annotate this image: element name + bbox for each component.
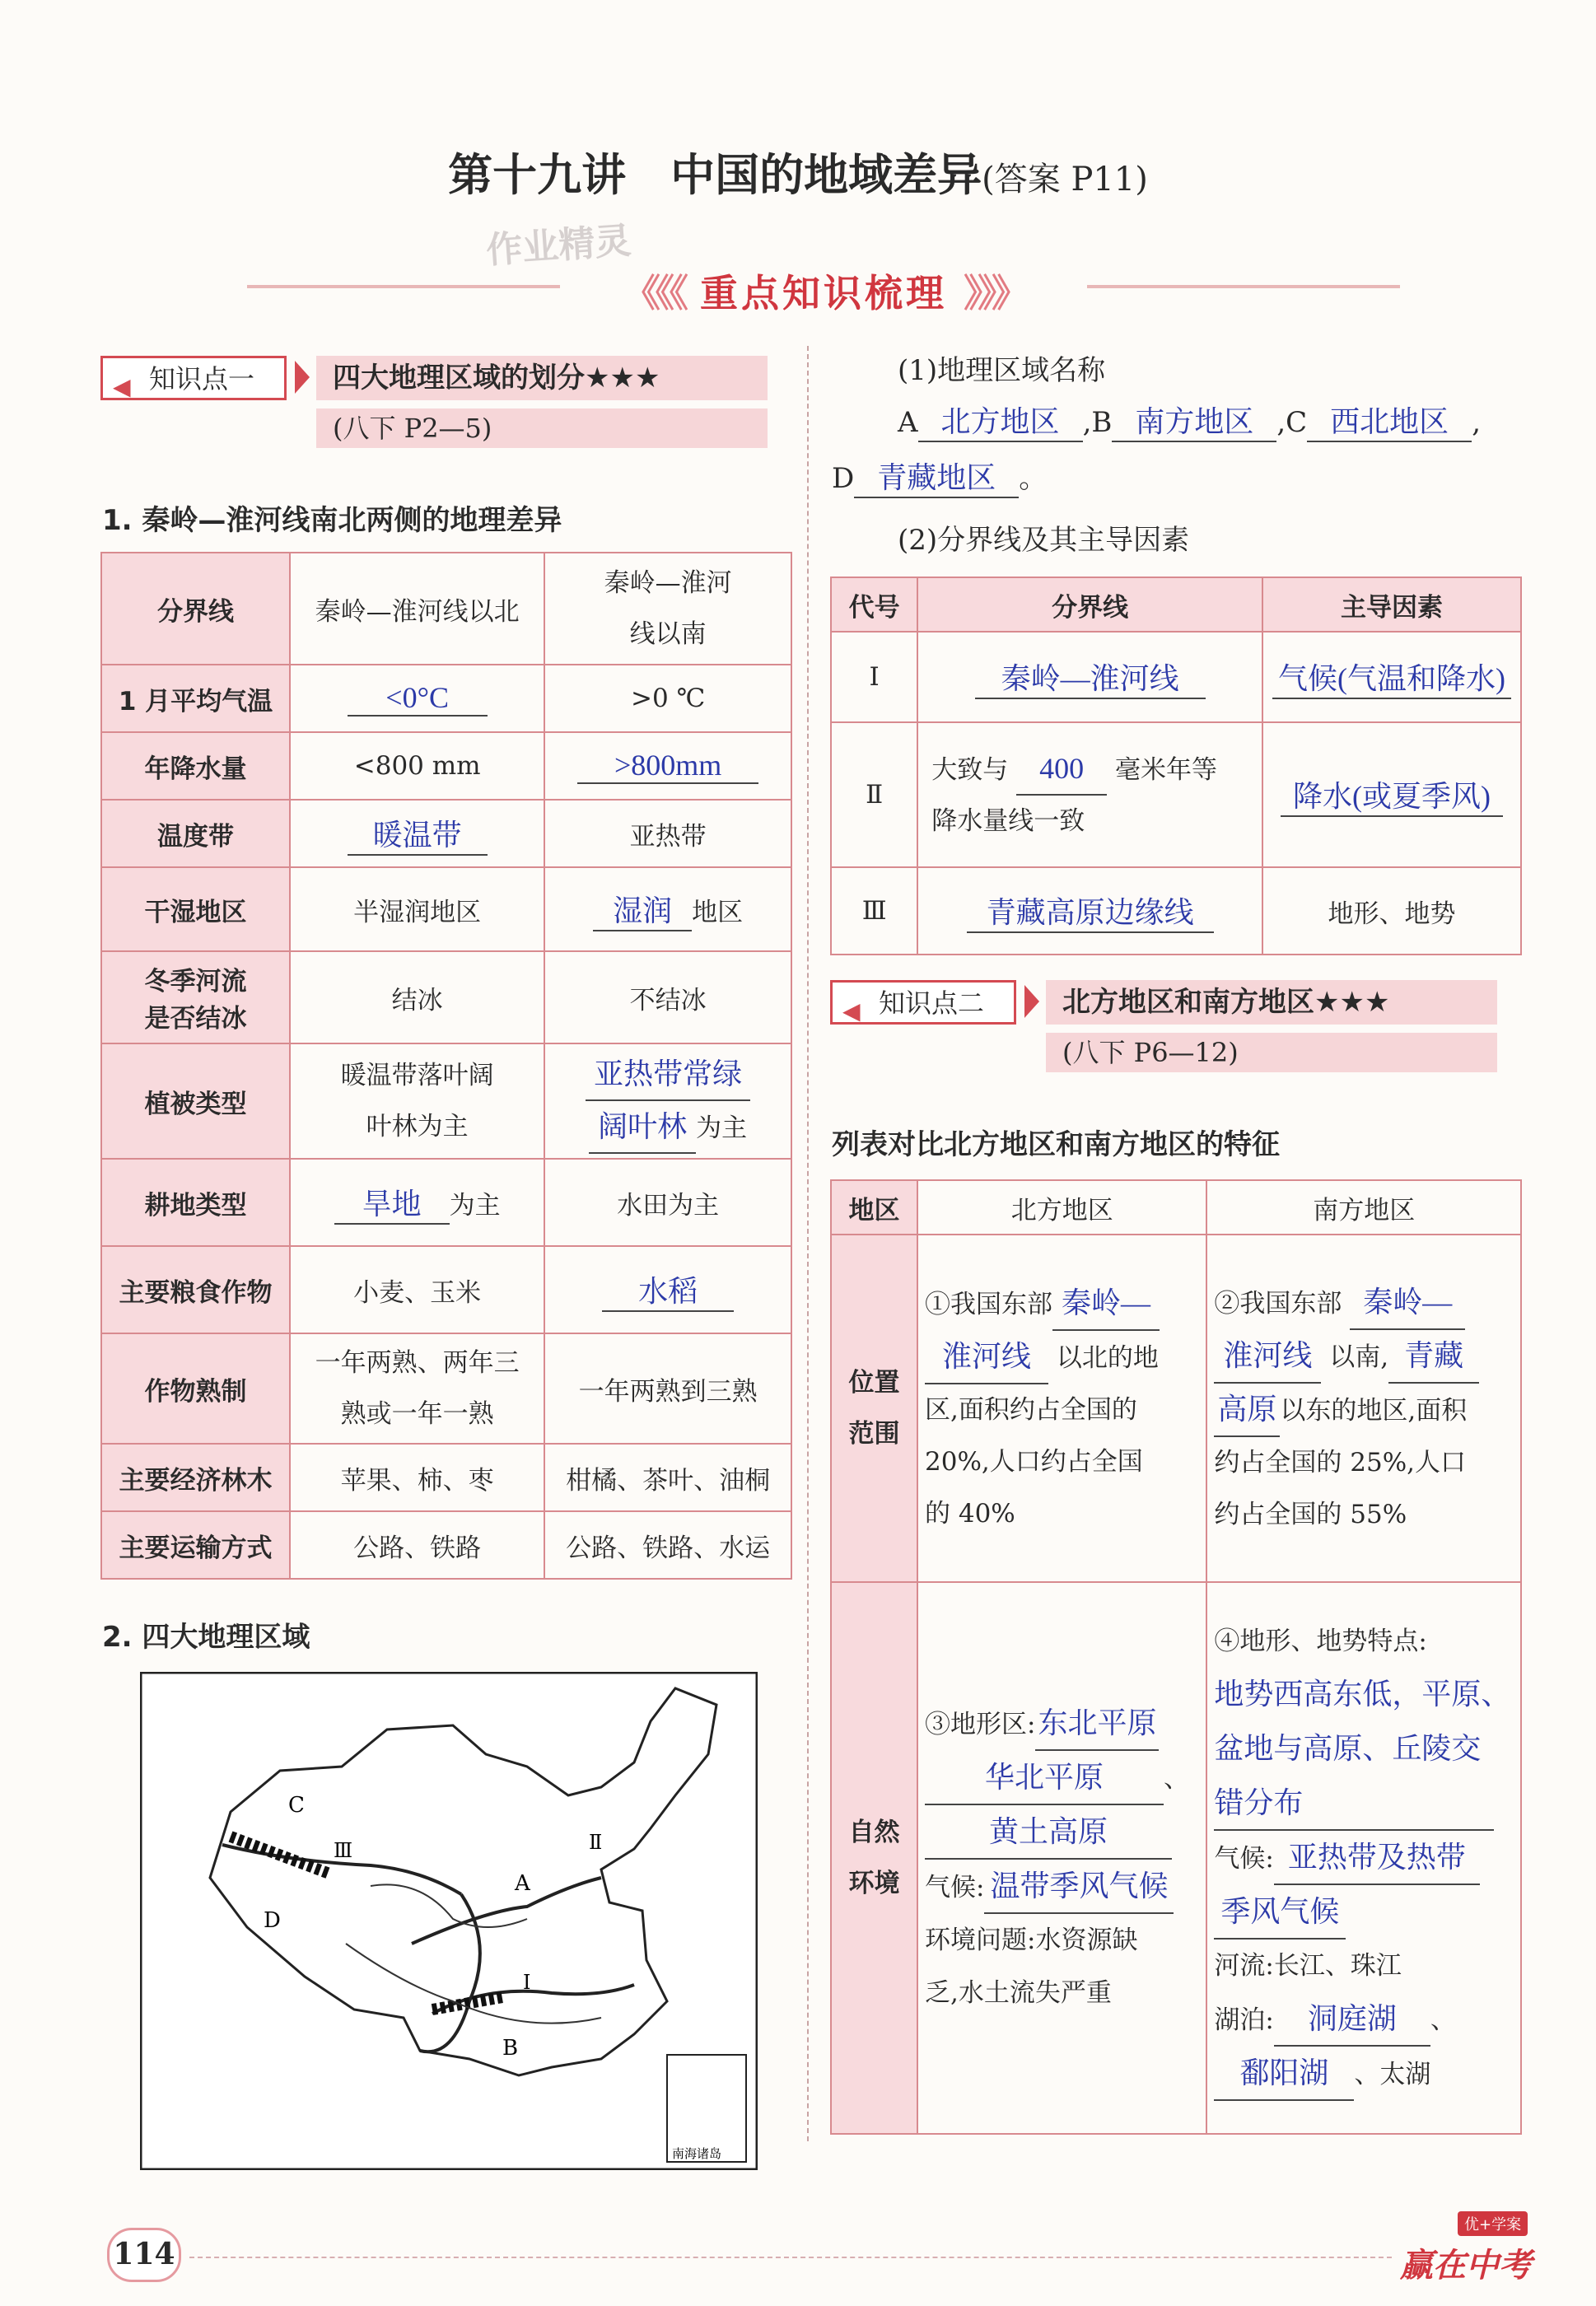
china-regions-map <box>140 1672 758 2170</box>
knowledge-point-1: ◀︎ 知识点一 四大地理区域的划分★★★ (八下 P2—5) <box>100 356 768 400</box>
knowledge-point-2: ◀︎ 知识点二 北方地区和南方地区★★★ (八下 P6—12) <box>830 980 1497 1025</box>
boundary-factor-table: 代号 分界线 主导因素 Ⅰ 秦岭—淮河线 气候(气温和降水) Ⅱ 大致与 400 毫米年等 降水量线一致 降水(或夏季风) Ⅲ 青藏高原边缘线 地形、地势 <box>830 576 1522 955</box>
section-2-title: 2. 四大地理区域 <box>102 1621 310 1654</box>
question-1: (1)地理区域名称 <box>898 354 1106 387</box>
watermark: 作业精灵 <box>484 219 632 273</box>
inset-label: 南海诸岛 <box>672 2146 722 2161</box>
north-south-difference-table: 分界线 秦岭—淮河线以北 秦岭—淮河线以南 1 月平均气温 <0°C >0 ℃ 年降水量 <800 mm >800mm 温度带 暖温带 亚热带 干湿地区 半湿润地区 湿润 地区 冬季河流 是否结冰 结冰 不结冰 植被类型 暖温带落叶阔 叶林为主 亚热带常绿 阔叶林 为主 耕地类型 旱地 为主 水田为主 主要粮食作物 小麦、玉米 水稻 作物熟制 一年两熟、两年三 熟或一年一熟 一年两熟到三熟 主要经济林木 苹果、柿、枣 柑橘、茶叶、油桐 主要运输方式 公路、铁路 公路、铁路、水运 <box>100 552 792 1580</box>
map-label-i: Ⅰ <box>523 1971 531 1994</box>
map-label-iii: Ⅲ <box>334 1839 353 1862</box>
brand-logo: 优+学案 赢在中考 <box>1400 2211 1548 2294</box>
section-3-title: 列表对比北方地区和南方地区的特征 <box>832 1128 1280 1161</box>
speaker-icon: ◀︎ <box>113 373 131 400</box>
banner-title: 重点知识梳理 <box>700 271 947 315</box>
page-number: 114 <box>107 2228 181 2282</box>
map-label-d: D <box>264 1908 281 1933</box>
section-1-title: 1. 秦岭—淮河线南北两侧的地理差异 <box>102 504 562 537</box>
map-label-a: A <box>515 1871 530 1896</box>
speaker-icon: ◀︎ <box>842 997 861 1025</box>
question-2: (2)分界线及其主导因素 <box>898 524 1190 557</box>
section-banner: 《《《 重点知识梳理 》》》 <box>247 264 1400 310</box>
region-answers-line1: A 北方地区 ,B 南方地区 ,C 西北地区 , <box>898 399 1481 442</box>
map-label-b: B <box>502 2036 519 2061</box>
map-label-c: C <box>288 1793 305 1818</box>
region-answers-line2: D 青藏地区 。 <box>832 455 1047 498</box>
map-label-ii: Ⅱ <box>589 1831 603 1854</box>
page-title: 第十九讲 中国的地域差异(答案 P11) <box>448 148 1148 201</box>
column-divider <box>807 346 809 2141</box>
footer-rule <box>189 2257 1392 2258</box>
north-south-comparison-table: 地区 北方地区 南方地区 位置 范围 ①我国东部 秦岭— 淮河线 以北的地 区,面积约占全国的 20%,人口约占全国 的 40% ②我国东部 秦岭— 淮河线 以南, 青藏 高原 以东的地区,面积 约占全国的 25%,人口 约占全国的 55% 自然 环境 ③地形区:东北平原 华北平原 、 黄土高原 气候: 温带季风气候 环境问题:水资源缺 乏,水土流失严重 ④地形、地势特点: 地势西高东低，平原、 盆地与高原、丘陵交 错分布 气候: 亚热带及热带 季风气候 河流:长江、珠江 湖泊: 洞庭湖 、 鄱阳湖 、太湖 <box>830 1179 1522 2135</box>
